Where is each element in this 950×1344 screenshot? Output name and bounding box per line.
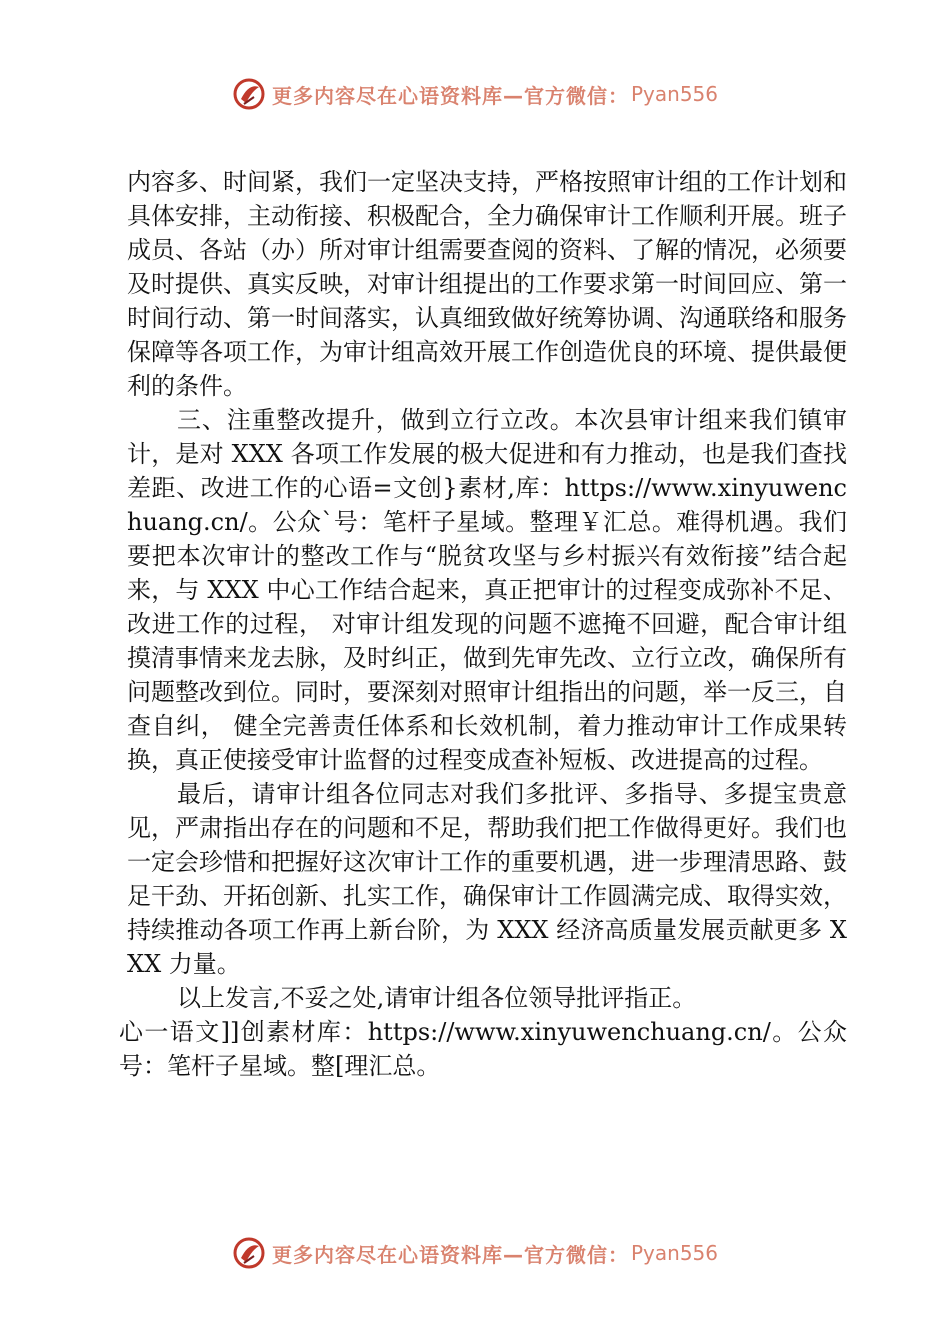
banner-text: 更多内容尽在心语资料库—官方微信：	[271, 1242, 629, 1267]
banner-wechat-id: Pyan556	[630, 82, 718, 106]
banner-text: 更多内容尽在心语资料库—官方微信：	[271, 83, 629, 108]
paragraph-continued: 内容多、时间紧，我们一定坚决支持，严格按照审计组的工作计划和具体安排，主动衔接、积极配合，全力确保审计工作顺利开展。班子成员、各站（办）所对审计组需要查阅的资料、了解的情况，必须要及时提供、真实反映，对审计组提出的工作要求第一时间回应、第一时间行动、第一时间落实，认真细致做好统筹协调、沟通联络和服务保障等各项工作，为审计组高效开展工作创造优良的环境、提供最便利的条件。	[127, 168, 847, 400]
paragraph-section-three: 三、注重整改提升，做到立行立改。本次县审计组来我们镇审计，是对 XXX 各项工作发展的极大促进和有力推动，也是我们查找差距、改进工作的心语=文创}素材,库：https://www.xinyuwenchuang.cn/。公众`号：笔杆子星域。整理￥汇总。难得机遇。我们要把本次审计的整改工作与“脱贫攻坚与乡村振兴有效衔接”结合起来，与 XXX 中心工作结合起来，真正把审计的过程变成弥补不足、改进工作的过程， 对审计组发现的问题不遮掩不回避，配合审计组摸清事情来龙去脉，及时纠正，做到先审先改、立行立改，确保所有问题整改到位。同时，要深刻对照审计组指出的问题，举一反三，自查自纠， 健全完善责任体系和长效机制，着力推动审计工作成果转换，真正使接受审计监督的过程变成查补短板、改进提高的过程。	[127, 406, 847, 774]
paragraph-final-remark: 以上发言,不妥之处,请审计组各位领导批评指正。	[177, 984, 697, 1012]
footer-note: 心一语文]]创素材库：https://www.xinyuwenchuang.cn/。公众号：笔杆子星域。整[理汇总。	[119, 1018, 847, 1080]
header-watermark-banner	[0, 74, 950, 114]
footer-watermark-banner	[0, 1233, 950, 1273]
paragraph-closing: 最后，请审计组各位同志对我们多批评、多指导、多提宝贵意见，严肃指出存在的问题和不足，帮助我们把工作做得更好。我们也一定会珍惜和把握好这次审计工作的重要机遇，进一步理清思路、鼓足干劲、开拓创新、扎实工作，确保审计工作圆满完成、取得实效，持续推动各项工作再上新台阶，为 XXX 经济高质量发展贡献更多 XXX 力量。	[127, 780, 847, 978]
banner-wechat-id: Pyan556	[630, 1241, 718, 1265]
brush-logo-icon	[232, 1236, 266, 1270]
document-body	[119, 165, 847, 1083]
brush-logo-icon	[232, 77, 266, 111]
